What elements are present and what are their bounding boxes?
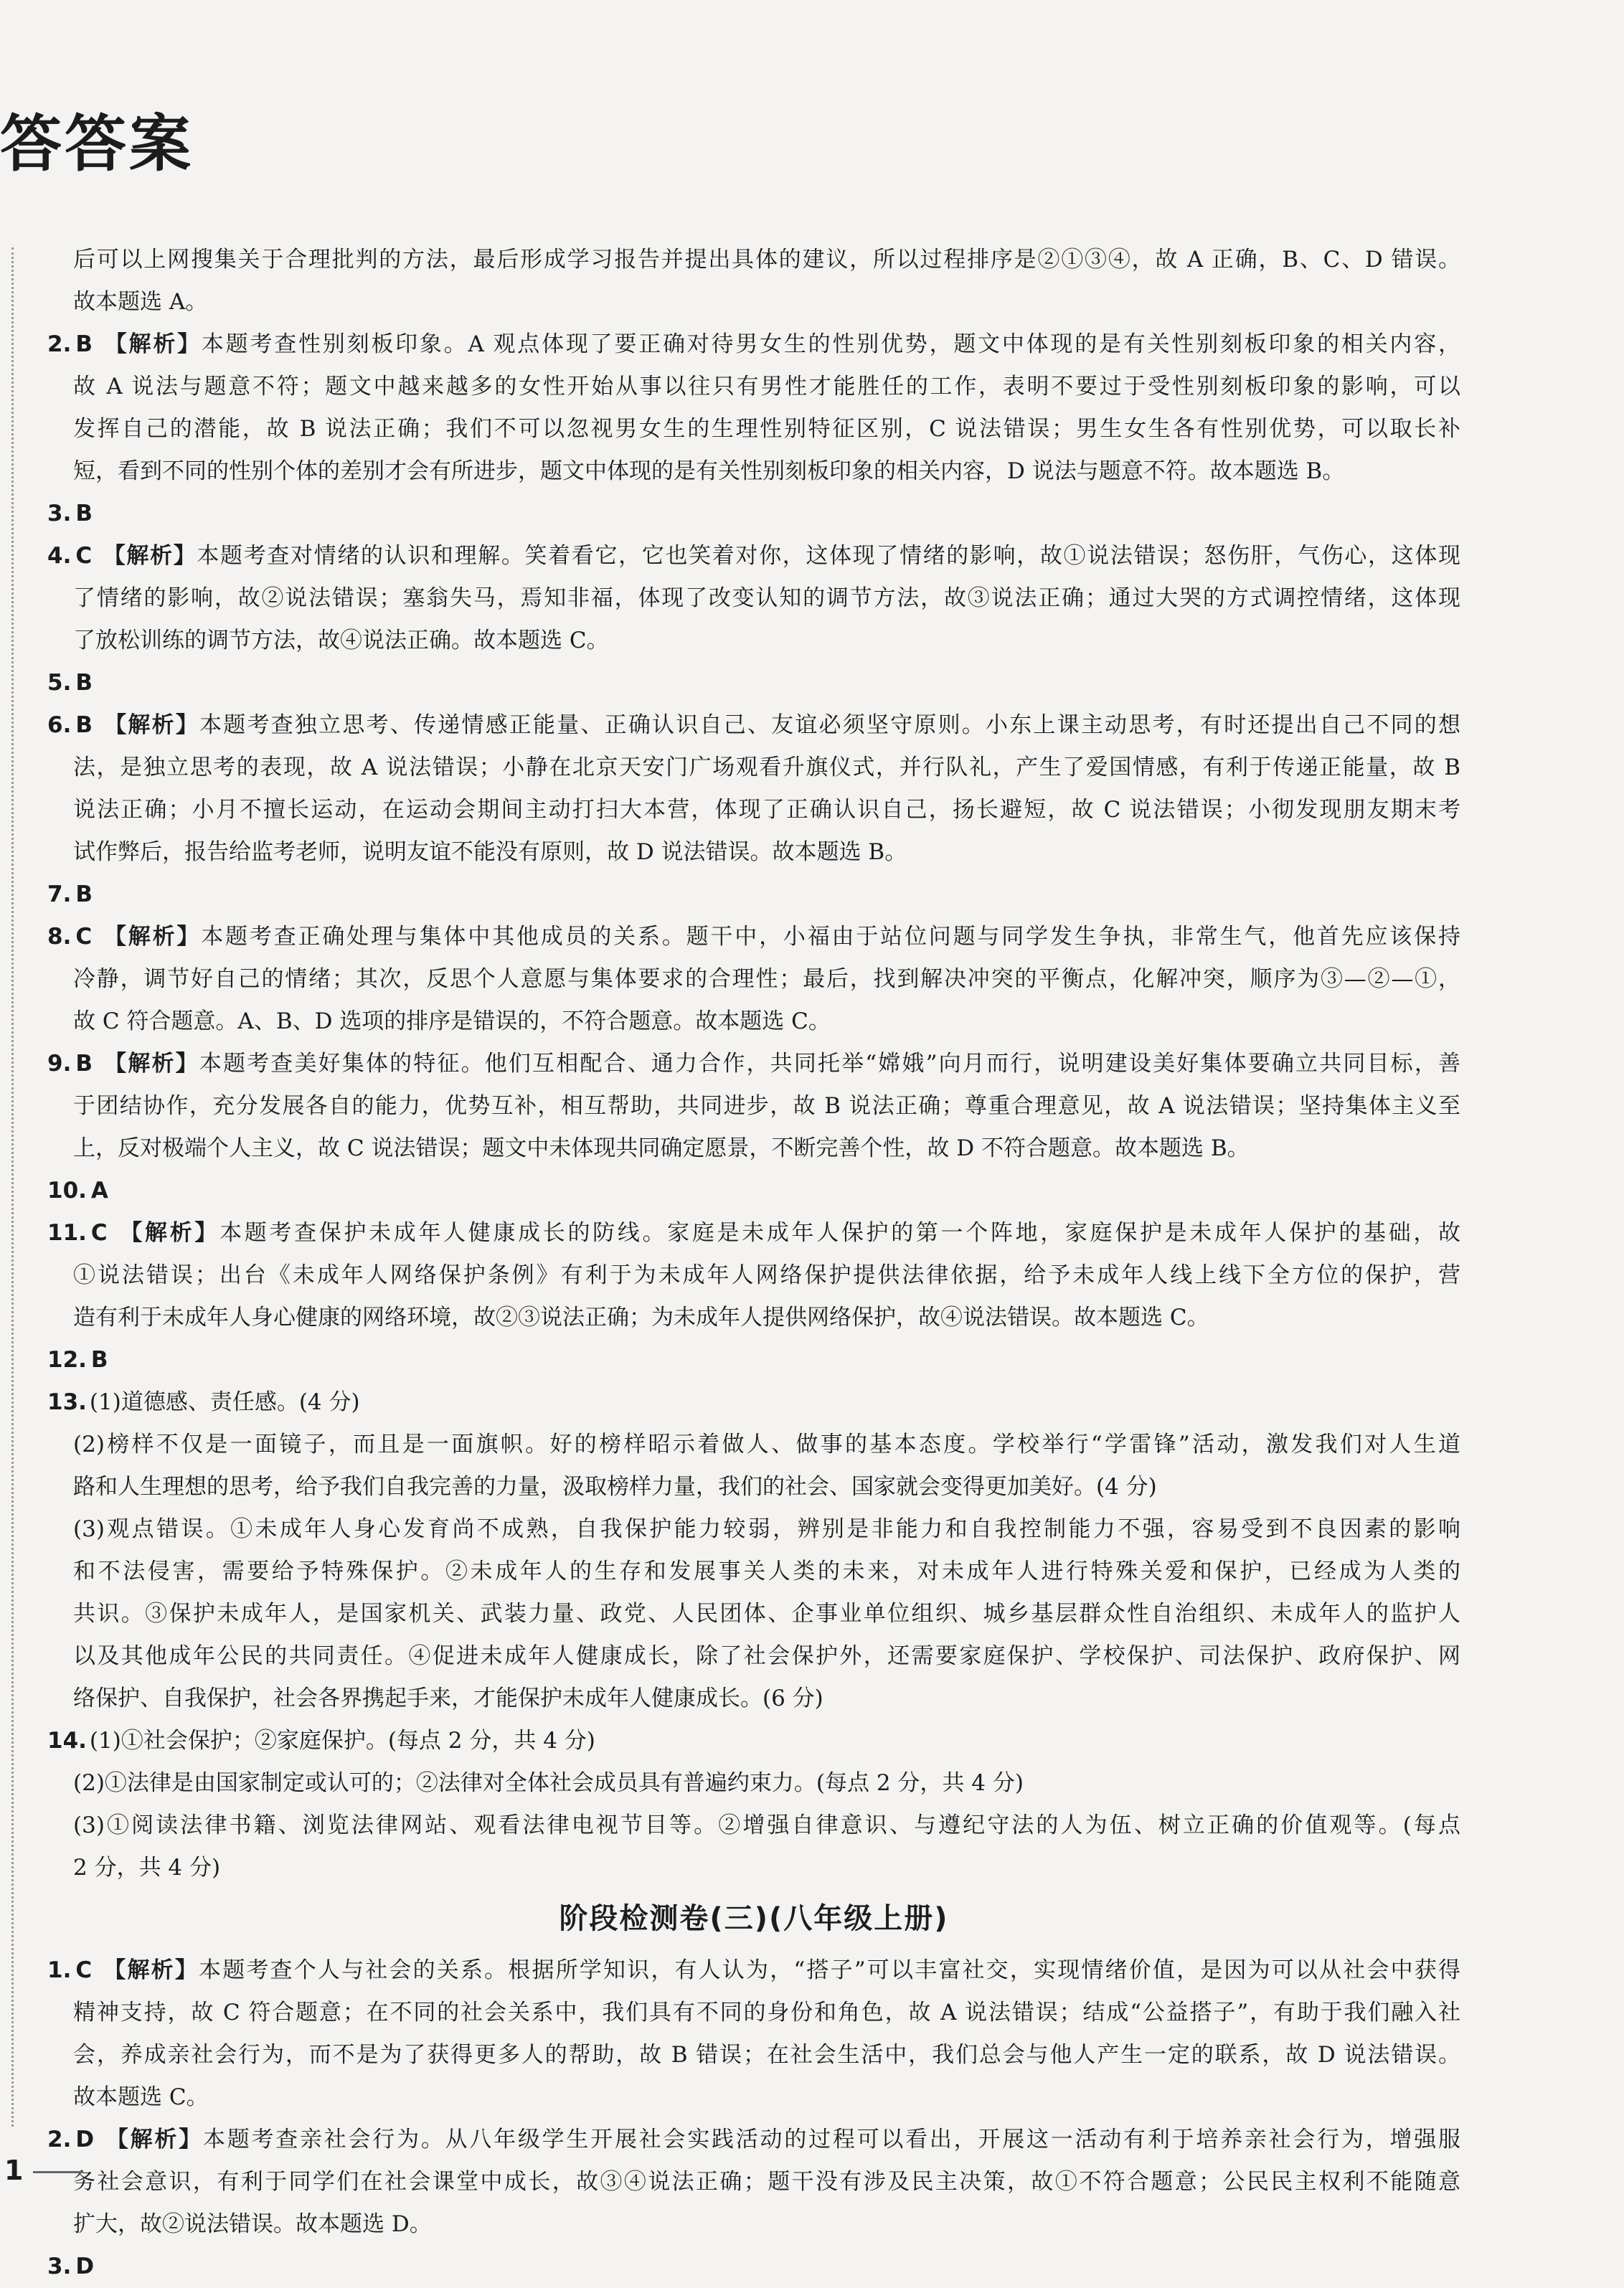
analysis-tag: 【解析】 (117, 1220, 220, 1246)
answer-item (47, 1720, 1460, 1889)
sub-answer-line (47, 1678, 1460, 1720)
section-title: 阶段检测卷(三)(八年级上册) (559, 1902, 949, 1935)
answer-item (47, 1212, 1460, 1339)
text-line (47, 323, 1460, 366)
text-line (47, 662, 1460, 704)
item-answer: B (75, 1051, 93, 1077)
text-line (47, 2034, 1460, 2076)
line-text: 短，看到不同的性别个体的差别才会有所进步，题文中体现的是有关性别刻板印象的相关内容，D 说法与题意不符。故本题选 B。 (73, 458, 1345, 484)
line-text: 故 C 符合题意。A、B、D 选项的排序是错误的，不符合题意。故本题选 C。 (73, 1008, 831, 1034)
item-answer: D (75, 2254, 95, 2279)
text-line (47, 239, 1460, 281)
text-line (47, 1001, 1460, 1043)
answer-item (47, 493, 1460, 535)
analysis-tag: 【解析】 (102, 543, 197, 569)
answer-item (47, 874, 1460, 916)
text-line (47, 2246, 1460, 2288)
line-text: 络保护、自我保护，社会各界携起手来，才能保护未成年人健康成长。(6 分) (73, 1686, 823, 1711)
text-line (47, 2076, 1460, 2119)
answers-section-two (47, 239, 1460, 1889)
item-number: 10. (47, 1178, 87, 1204)
text-line (47, 1085, 1460, 1128)
sub-answer-line (47, 1847, 1460, 1889)
line-text: 本题考查独立思考、传递情感正能量、正确认识自己、友谊必须坚守原则。小东上课主动思考，有时还提出自己不同的想 (199, 712, 1460, 738)
item-answer: D (75, 2127, 95, 2152)
item-answer: C (90, 1220, 108, 1246)
line-text: 了情绪的影响，故②说法错误；塞翁失马，焉知非福，体现了改变认知的调节方法，故③说法正确；通过大哭的方式调控情绪，这体现 (73, 585, 1460, 611)
line-text: 冷静，调节好自己的情绪；其次，反思个人意愿与集体要求的合理性；最后，找到解决冲突的平衡点，化解冲突，顺序为③—②—①， (73, 966, 1460, 992)
text-line (47, 789, 1460, 831)
line-text: 本题考查美好集体的特征。他们互相配合、通力合作，共同托举“嫦娥”向月而行，说明建设美好集体要确立共同目标，善 (199, 1051, 1460, 1077)
line-text: 故 A 说法与题意不符；题文中越来越多的女性开始从事以往只有男性才能胜任的工作，表明不要过于受性别刻板印象的影响，可以 (73, 374, 1460, 400)
analysis-tag: 【解析】 (103, 712, 200, 738)
item-number: 12. (47, 1347, 87, 1373)
answer-item (47, 2119, 1460, 2246)
sub-answer-line (47, 1635, 1460, 1678)
item-number: 2. (47, 331, 72, 357)
answers-section-three (47, 1949, 1460, 2288)
line-text: 路和人生理想的思考，给予我们自我完善的力量，汲取榜样力量，我们的社会、国家就会变得更加美好。(4 分) (73, 1474, 1157, 1500)
sub-answer-line (47, 1424, 1460, 1466)
item-answer: B (75, 881, 93, 907)
analysis-tag: 【解析】 (102, 924, 202, 950)
text-line (47, 1128, 1460, 1170)
text-line (47, 366, 1460, 408)
answer-content (47, 239, 1460, 2288)
line-text: 上，反对极端个人主义，故 C 说法错误；题文中未体现共同确定愿景，不断完善个性，故 D 不符合题意。故本题选 B。 (73, 1135, 1250, 1161)
sub-answer-line (47, 1508, 1460, 1551)
analysis-tag: 【解析】 (102, 1957, 199, 1983)
line-text: 造有利于未成年人身心健康的网络环境，故②③说法正确；为未成年人提供网络保护，故④说法错误。故本题选 C。 (73, 1305, 1209, 1330)
line-text: 精神支持，故 C 符合题意；在不同的社会关系中，我们具有不同的身份和角色，故 A 说法错误；结成“公益搭子”，有助于我们融入社 (73, 2000, 1460, 2025)
line-text: 本题考查亲社会行为。从八年级学生开展社会实践活动的过程可以看出，开展这一活动有利于培养亲社会行为，增强服 (202, 2127, 1460, 2152)
line-text: 故本题选 C。 (73, 2084, 209, 2110)
sub-answer-line (47, 1593, 1460, 1635)
line-text: (2)①法律是由国家制定或认可的；②法律对全体社会成员具有普遍约束力。(每点 2 分，共 4 分) (73, 1770, 1024, 1796)
line-text: 发挥自己的潜能，故 B 说法正确；我们不可以忽视男女生的生理性别特征区别，C 说法错误；男生女生各有性别优势，可以取长补 (73, 416, 1460, 442)
text-line (47, 1339, 1460, 1381)
item-answer: C (75, 543, 93, 569)
text-line (47, 408, 1460, 450)
item-answer: B (75, 331, 93, 357)
item-number: 13. (47, 1389, 87, 1415)
answer-item (47, 1381, 1460, 1720)
item-number: 3. (47, 501, 72, 526)
answer-item (47, 1949, 1460, 2119)
item-number: 11. (47, 1220, 87, 1246)
text-line (47, 1297, 1460, 1339)
text-line (47, 535, 1460, 577)
answer-item (47, 704, 1460, 874)
text-line (47, 450, 1460, 493)
analysis-tag: 【解析】 (103, 331, 202, 357)
line-text: 于团结协作，充分发展各自的能力，优势互补，相互帮助，共同进步，故 B 说法正确；尊重合理意见，故 A 说法错误；坚持集体主义至 (73, 1093, 1460, 1119)
item-number: 3. (47, 2254, 72, 2279)
text-line (47, 958, 1460, 1001)
sub-answer-line (47, 1466, 1460, 1508)
item-answer: B (90, 1347, 108, 1373)
line-text: 和不法侵害，需要给予特殊保护。②未成年人的生存和发展事关人类的未来，对未成年人进行特殊关爱和保护，已经成为人类的 (73, 1559, 1460, 1584)
text-line (47, 704, 1460, 747)
text-line (47, 1212, 1460, 1254)
line-text: 本题考查保护未成年人健康成长的防线。家庭是未成年人保护的第一个阵地，家庭保护是未成年人保护的基础，故 (219, 1220, 1460, 1246)
answer-item (47, 535, 1460, 662)
line-text: 扩大，故②说法错误。故本题选 D。 (73, 2211, 432, 2237)
text-line (47, 831, 1460, 874)
item-answer: B (75, 670, 93, 696)
line-text: (1)道德感、责任感。(4 分) (89, 1389, 360, 1415)
line-text: 了放松训练的调节方法，故④说法正确。故本题选 C。 (73, 628, 609, 653)
item-number: 2. (47, 2127, 72, 2152)
line-text: 试作弊后，报告给监考老师，说明友谊不能没有原则，故 D 说法错误。故本题选 B。 (73, 839, 907, 865)
item-number: 1. (47, 1957, 72, 1983)
analysis-tag: 【解析】 (104, 2127, 203, 2152)
item-number: 4. (47, 543, 72, 569)
sub-answer-line (47, 1551, 1460, 1593)
text-line (47, 1720, 1460, 1762)
answer-item (47, 1339, 1460, 1381)
line-text: 故本题选 A。 (73, 289, 208, 315)
line-text: (3)观点错误。①未成年人身心发育尚不成熟，自我保护能力较弱，辨别是非能力和自我控制能力不强，容易受到不良因素的影响 (73, 1516, 1460, 1542)
item-number: 8. (47, 924, 72, 950)
answer-item (47, 916, 1460, 1043)
line-text: 本题考查性别刻板印象。A 观点体现了要正确对待男女生的性别优势，题文中体现的是有关性别刻板印象的相关内容， (201, 331, 1460, 357)
line-text: 共识。③保护未成年人，是国家机关、武装力量、政党、人民团体、企事业单位组织、城乡基层群众性自治组织、未成年人的监护人 (73, 1601, 1460, 1627)
line-text: 说法正确；小月不擅长运动，在运动会期间主动打扫大本营，体现了正确认识自己，扬长避短，故 C 说法错误；小彻发现朋友期末考 (73, 797, 1460, 823)
analysis-tag: 【解析】 (103, 1051, 199, 1077)
text-line (47, 1043, 1460, 1085)
line-text: 务社会意识，有利于同学们在社会课堂中成长，故③④说法正确；题干没有涉及民主决策，故①不符合题意；公民民主权利不能随意 (73, 2169, 1460, 2195)
line-text: (1)①社会保护；②家庭保护。(每点 2 分，共 4 分) (89, 1728, 595, 1754)
answer-item (47, 1043, 1460, 1170)
line-text: (2)榜样不仅是一面镜子，而且是一面旗帜。好的榜样昭示着做人、做事的基本态度。学校举行“学雷锋”活动，激发我们对人生道 (73, 1432, 1460, 1457)
line-text: 本题考查对情绪的认识和理解。笑着看它，它也笑着对你，这体现了情绪的影响，故①说法错误；怒伤肝，气伤心，这体现 (197, 543, 1460, 569)
text-line (47, 1949, 1460, 1992)
line-text: 本题考查正确处理与集体中其他成员的关系。题干中，小福由于站位问题与同学发生争执，非常生气，他首先应该保持 (201, 924, 1460, 950)
item-number: 6. (47, 712, 72, 738)
text-line (47, 1992, 1460, 2034)
text-line (47, 493, 1460, 535)
item-number: 9. (47, 1051, 72, 1077)
item-number: 7. (47, 881, 72, 907)
text-line (47, 1254, 1460, 1297)
sub-answer-line (47, 1805, 1460, 1847)
sub-answer-line (47, 1762, 1460, 1805)
item-answer: B (75, 501, 93, 526)
text-line (47, 281, 1460, 323)
text-line (47, 577, 1460, 620)
answer-item (47, 2246, 1460, 2288)
text-line (47, 916, 1460, 958)
margin-dotted-rule (11, 247, 14, 2127)
item-answer: B (75, 712, 93, 738)
item-answer: C (75, 1957, 93, 1983)
line-text: 以及其他成年公民的共同责任。④促进未成年人健康成长，除了社会保护外，还需要家庭保护、学校保护、司法保护、政府保护、网 (73, 1643, 1460, 1669)
item-number: 5. (47, 670, 72, 696)
line-text: ①说法错误；出台《未成年人网络保护条例》有利于为未成年人网络保护提供法律依据，给予未成年人线上线下全方位的保护，营 (73, 1262, 1460, 1288)
text-line (47, 620, 1460, 662)
line-text: 后可以上网搜集关于合理批判的方法，最后形成学习报告并提出具体的建议，所以过程排序是②①③④，故 A 正确，B、C、D 错误。 (73, 247, 1460, 273)
item-answer: C (75, 924, 93, 950)
item-answer: A (90, 1178, 108, 1204)
answer-item (47, 662, 1460, 704)
text-line (47, 2161, 1460, 2203)
answer-item (47, 323, 1460, 493)
text-line (47, 2203, 1460, 2246)
line-text: 本题考查个人与社会的关系。根据所学知识，有人认为，“搭子”可以丰富社交，实现情绪价值，是因为可以从社会中获得 (199, 1957, 1460, 1983)
text-line (47, 2119, 1460, 2161)
text-line (47, 874, 1460, 916)
line-text: 法，是独立思考的表现，故 A 说法错误；小静在北京天安门广场观看升旗仪式，并行队礼，产生了爱国情感，有利于传递正能量，故 B (73, 755, 1460, 780)
answer-item (47, 1170, 1460, 1212)
text-line (47, 1381, 1460, 1424)
line-text: (3)①阅读法律书籍、浏览法律网站、观看法律电视节目等。②增强自律意识、与遵纪守法的人为伍、树立正确的价值观等。(每点 (73, 1812, 1460, 1838)
text-line (47, 1170, 1460, 1212)
text-line (47, 747, 1460, 789)
page-title: 答答案 (0, 108, 194, 180)
page-number: 1 (4, 2155, 83, 2186)
line-text: 会，养成亲社会行为，而不是为了获得更多人的帮助，故 B 错误；在社会生活中，我们总会与他人产生一定的联系，故 D 说法错误。 (73, 2042, 1460, 2068)
answer-item (47, 239, 1460, 323)
line-text: 2 分，共 4 分) (73, 1855, 221, 1881)
item-number: 14. (47, 1728, 87, 1754)
